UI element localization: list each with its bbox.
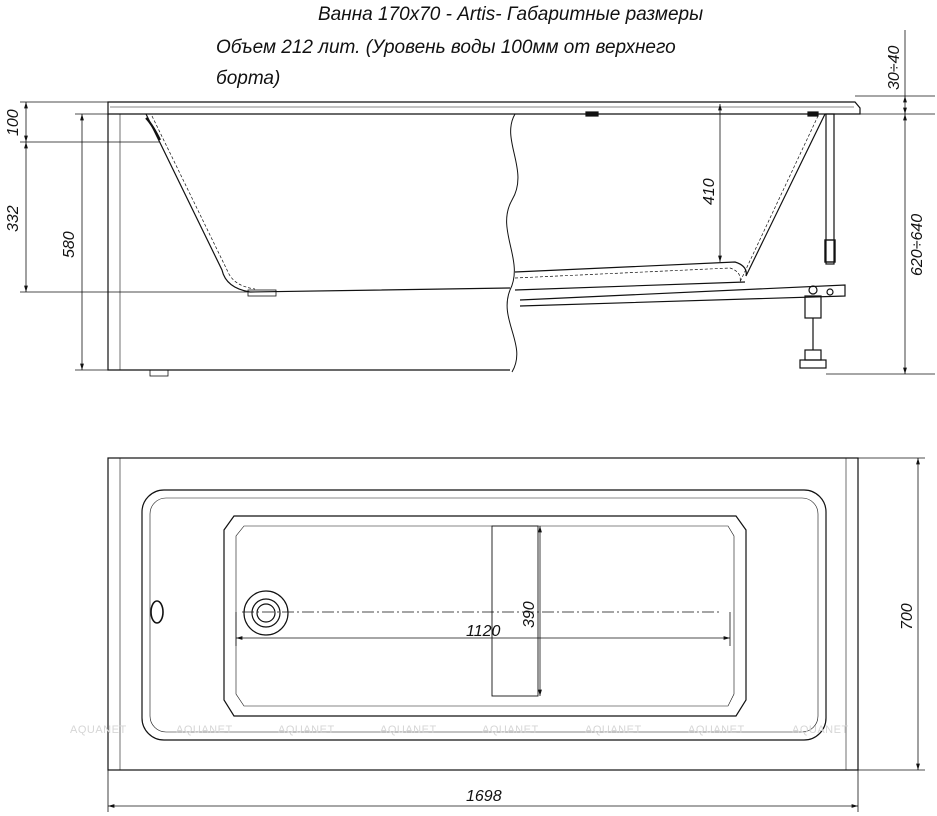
dim-legs: 620÷640 [909, 213, 926, 276]
watermark-2: AQUANET [176, 724, 233, 736]
dim-length: 1698 [466, 788, 502, 805]
dim-bottom-length: 1120 [466, 623, 501, 640]
top-dimensions [108, 458, 925, 812]
dim-rim: 100 [5, 109, 22, 136]
dim-inner: 410 [701, 178, 718, 205]
watermark-7: AQUANET [688, 724, 745, 736]
top-basin-floor [224, 516, 746, 716]
title-line-1: Ванна 170х70 - Artis- Габаритные размеры [318, 4, 704, 25]
title-line-2: Объем 212 лит. (Уровень воды 100мм от верхнего [216, 37, 676, 58]
dim-height: 580 [61, 231, 78, 258]
break-line [507, 114, 518, 372]
watermark-3: AQUANET [278, 724, 335, 736]
side-apron [108, 114, 510, 370]
title-line-3: борта) [216, 68, 281, 89]
dim-bottom-width: 390 [521, 601, 538, 628]
drain [244, 591, 288, 635]
dim-width: 700 [899, 603, 916, 630]
basin-outline [146, 114, 510, 292]
watermark-row [70, 724, 849, 736]
watermark-5: AQUANET [482, 724, 539, 736]
overflow-hole [151, 601, 163, 623]
watermark-8: AQUANET [792, 724, 849, 736]
watermark-1: AQUANET [70, 724, 127, 736]
side-rim [108, 102, 860, 114]
side-dimensions [20, 30, 935, 374]
watermark-4: AQUANET [380, 724, 437, 736]
dim-depth: 332 [5, 205, 22, 232]
watermark-6: AQUANET [585, 724, 642, 736]
dim-top: 30÷40 [886, 45, 903, 90]
side-view [108, 102, 860, 376]
